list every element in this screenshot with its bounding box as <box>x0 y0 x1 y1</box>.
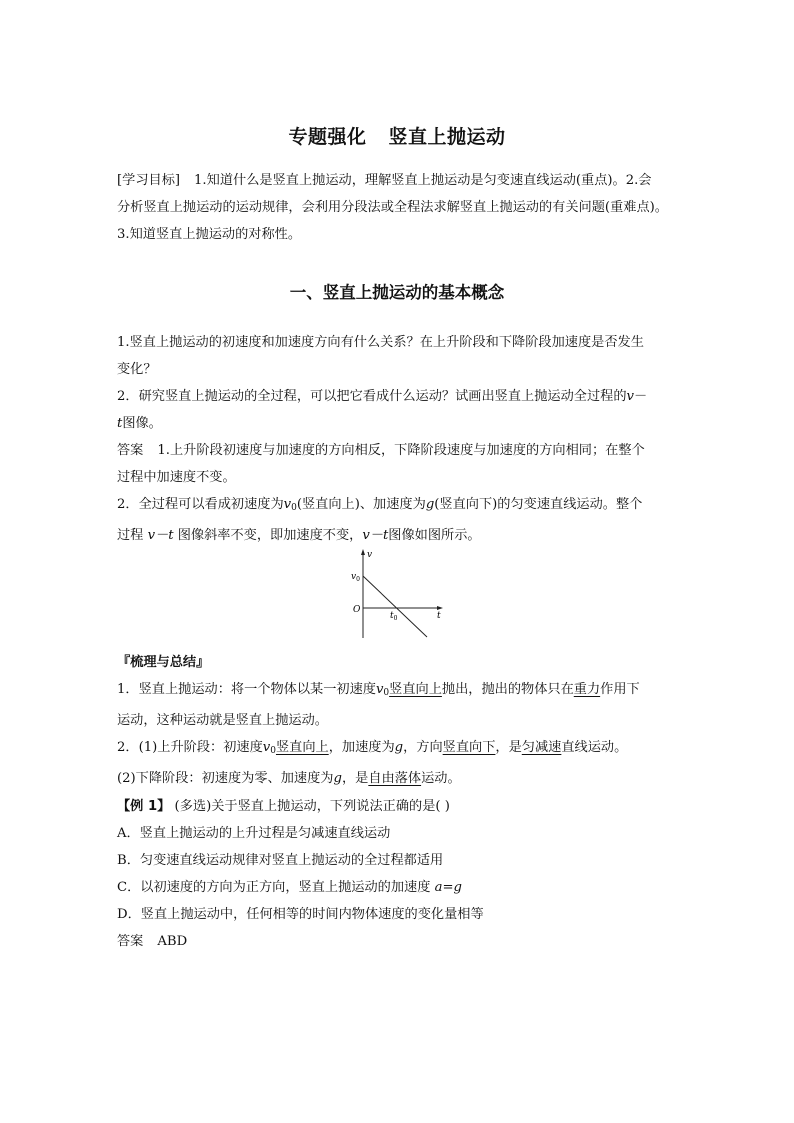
answer-line-4: 过程 v－t 图像斜率不变，即加速度不变，v－t图像如图所示。 <box>117 528 481 543</box>
answer-line-2: 过程中加速度不变。 <box>117 470 236 485</box>
summary-line-3: 2．(1)上升阶段：初速度$v_0$竖直向上，加速度为g，方向竖直向下，是匀减速直线运动。 <box>117 740 628 756</box>
option-b: B．匀变速直线运动规律对竖直上抛运动的全过程都适用 <box>117 853 444 868</box>
answer-line-1: 答案 1.上升阶段初速度与加速度的方向相反，下降阶段速度与加速度的方向相同；在整个 <box>117 443 645 458</box>
summary-line-2: 运动，这种运动就是竖直上抛运动。 <box>117 713 328 728</box>
title-main: 专题强化 <box>288 126 367 148</box>
page-title <box>0 122 794 149</box>
summary-label: 『梳理与总结』 <box>117 655 210 670</box>
question-1-line-1: 1.竖直上抛运动的初速度和加速度方向有什么关系？在上升阶段和下降阶段加速度是否发生 <box>117 335 644 350</box>
questions-and-answer <box>117 329 679 549</box>
summary-section <box>117 649 679 792</box>
goals-line-1: 1.知道什么是竖直上抛运动，理解竖直上抛运动是匀变速直线运动(重点)。2.会 <box>194 173 652 188</box>
summary-line-1: 1．竖直上抛运动：将一个物体以某一初速度$v_0$竖直向上抛出，抛出的物体只在重力作用下 <box>117 682 640 698</box>
goals-label: [学习目标] <box>117 173 181 188</box>
answer-label: 答案 <box>117 443 144 458</box>
v-axis-arrow <box>361 549 365 555</box>
velocity-line <box>363 576 427 637</box>
question-2-line-1: 2．研究竖直上抛运动的全过程，可以把它看成什么运动？试画出竖直上抛运动全过程的v－ <box>117 389 648 404</box>
summary-line-4: (2)下降阶段：初速度为零、加速度为g，是自由落体运动。 <box>117 771 461 786</box>
example-label: 【例 1】 <box>117 799 171 814</box>
example-question: 【例 1】 (多选)关于竖直上抛运动，下列说法正确的是( ) <box>117 799 450 814</box>
section-heading: 一、竖直上抛运动的基本概念 <box>289 283 505 302</box>
example-1 <box>117 793 679 955</box>
example-answer: 答案 ABD <box>117 934 188 949</box>
t-axis-arrow <box>437 606 443 610</box>
v0-label: $v_0$ <box>351 572 360 583</box>
v-axis-label: v <box>367 550 373 560</box>
goals-line-2: 分析竖直上抛运动的运动规律，会利用分段法或全程法求解竖直上抛运动的有关问题(重难点)。 <box>117 200 668 215</box>
learning-goals <box>117 167 679 248</box>
vt-graph <box>348 548 448 640</box>
question-2-line-2: t图像。 <box>117 416 162 431</box>
option-d: D．竖直上抛运动中，任何相等的时间内物体速度的变化量相等 <box>117 907 484 922</box>
origin-label: O <box>353 605 361 615</box>
goals-line-3: 3.知道竖直上抛运动的对称性。 <box>117 227 302 242</box>
t-axis-label: t <box>437 611 441 621</box>
t0-label: $t_0$ <box>390 611 398 622</box>
option-c: C．以初速度的方向为正方向，竖直上抛运动的加速度 a=g <box>117 880 462 895</box>
answer-line-3: 2．全过程可以看成初速度为$v_0$(竖直向上)、加速度为g(竖直向下)的匀变速直线运动。整个 <box>117 497 643 513</box>
option-a: A．竖直上抛运动的上升过程是匀减速直线运动 <box>117 826 391 841</box>
title-sub: 竖直上抛运动 <box>388 126 506 148</box>
question-1-line-2: 变化？ <box>117 362 157 377</box>
